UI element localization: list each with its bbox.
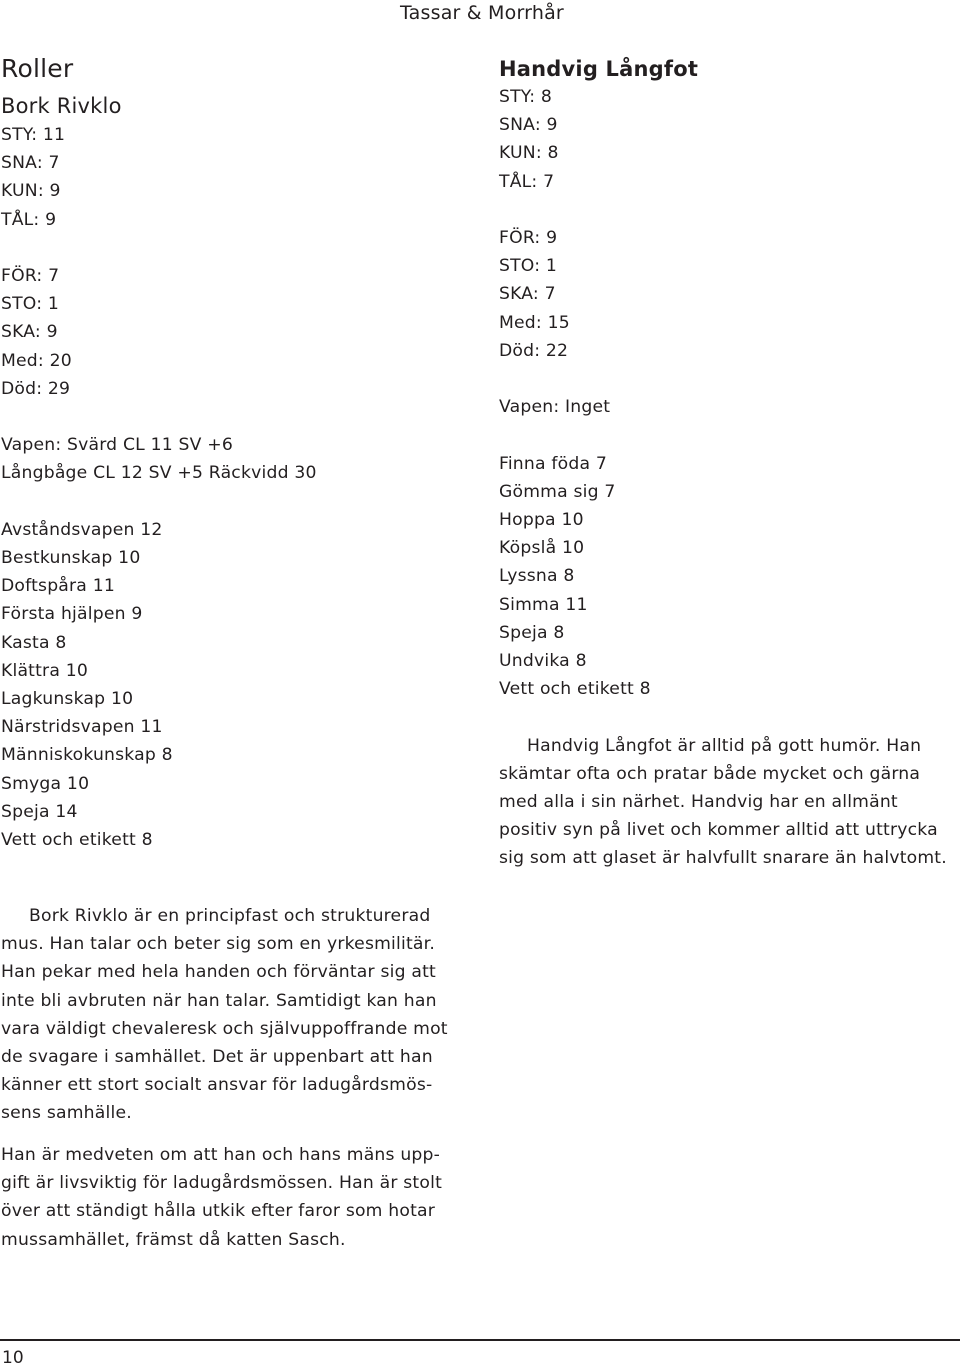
bork-weapon: Långbåge CL 12 SV +5 Räckvidd 30	[1, 463, 317, 484]
bork-skill: Doftspåra 11	[1, 576, 115, 597]
handvig-stat-ska: SKA: 7	[499, 284, 556, 305]
bork-column	[1, 52, 471, 854]
bork-description-line: Han pekar med hela handen och förväntar sig att	[1, 962, 436, 983]
bork-skill: Närstridsvapen 11	[1, 717, 163, 738]
bork-weapon: Vapen: Svärd CL 11 SV +6	[1, 435, 233, 456]
handvig-description-line: positiv syn på livet och kommer alltid att uttrycka	[499, 820, 938, 841]
handvig-stat-sto: STO: 1	[499, 256, 558, 277]
section-title: Roller	[1, 54, 74, 83]
bork-stat-kun: KUN: 9	[1, 181, 61, 202]
bork-description-line: över att ständigt hålla utkik efter faror som hotar	[1, 1201, 436, 1222]
handvig-description-line: med alla i sin närhet. Handvig har en allmänt	[499, 792, 898, 813]
handvig-stat-tal: TÅL: 7	[499, 171, 555, 192]
handvig-description-line: Handvig Långfot är alltid på gott humör. Han	[527, 735, 922, 756]
spacer	[499, 196, 959, 224]
spacer	[499, 703, 959, 731]
bork-description-line: sens samhälle.	[1, 1103, 132, 1124]
handvig-stat-med: Med: 15	[499, 312, 570, 333]
bork-stat-sto: STO: 1	[1, 294, 60, 315]
handvig-description	[499, 732, 959, 873]
handvig-skill: Simma 11	[499, 594, 588, 615]
handvig-skill: Undvika 8	[499, 651, 587, 672]
bork-description-line: Bork Rivklo är en principfast och strukturerad	[29, 906, 431, 926]
handvig-stat-for: FÖR: 9	[499, 228, 558, 248]
handvig-weapon: Vapen: Inget	[499, 397, 611, 418]
handvig-skill: Gömma sig 7	[499, 481, 616, 502]
handvig-stat-dod: Död: 22	[499, 340, 569, 361]
handvig-skill: Lyssna 8	[499, 566, 575, 587]
bork-skill: Lagkunskap 10	[1, 689, 134, 710]
handvig-skill: Vett och etikett 8	[499, 679, 651, 700]
bork-skill: Vett och etikett 8	[1, 830, 153, 851]
bork-stat-for: FÖR: 7	[1, 266, 60, 286]
bork-description-second	[1, 1141, 471, 1254]
bork-description-line: de svagare i samhället. Det är uppenbart att han	[1, 1047, 433, 1068]
character-name-handvig: Handvig Långfot	[499, 57, 699, 81]
handvig-stat-sty: STY: 8	[499, 87, 553, 107]
handvig-skill: Köpslå 10	[499, 538, 585, 559]
bork-skill: Avståndsvapen 12	[1, 519, 163, 540]
handvig-description-line: sig som att glaset är halvfullt snarare än halvtomt.	[499, 848, 947, 869]
character-name-bork: Bork Rivklo	[1, 94, 122, 118]
spacer	[1, 234, 471, 262]
bork-description	[1, 902, 471, 1128]
handvig-stat-kun: KUN: 8	[499, 143, 559, 164]
bork-stat-ska: SKA: 9	[1, 322, 58, 343]
bork-stat-dod: Död: 29	[1, 378, 71, 399]
bork-skill: Första hjälpen 9	[1, 604, 143, 625]
running-header: Tassar & Morrhår	[400, 2, 564, 24]
bork-stat-sty: STY: 11	[1, 125, 66, 145]
bork-description-line: inte bli avbruten när han talar. Samtidigt kan han	[1, 990, 437, 1011]
bork-description-line: vara väldigt chevaleresk och självuppoffrande mot	[1, 1018, 448, 1039]
footer-rule	[0, 1339, 960, 1341]
handvig-skill: Hoppa 10	[499, 510, 584, 530]
bork-description-line: gift är livsviktig för ladugårdsmössen. Han är stolt	[1, 1173, 443, 1194]
bork-description-line: Han är medveten om att han och hans mäns upp-	[1, 1145, 441, 1165]
bork-skill: Bestkunskap 10	[1, 548, 141, 568]
spacer	[1, 403, 471, 431]
bork-skill: Smyga 10	[1, 773, 90, 794]
bork-stat-med: Med: 20	[1, 350, 72, 371]
handvig-skill: Finna föda 7	[499, 453, 607, 474]
bork-skill: Kasta 8	[1, 632, 67, 653]
bork-description-line: känner ett stort socialt ansvar för ladugårdsmös-	[1, 1075, 433, 1096]
handvig-skill: Speja 8	[499, 622, 565, 643]
handvig-description-line: skämtar ofta och pratar både mycket och gärna	[499, 763, 921, 784]
spacer	[499, 365, 959, 393]
bork-description-line: mus. Han talar och beter sig som en yrkesmilitär.	[1, 934, 435, 955]
bork-skill: Klättra 10	[1, 660, 88, 681]
bork-skill: Människokunskap 8	[1, 745, 173, 766]
spacer	[499, 421, 959, 449]
bork-stat-tal: TÅL: 9	[1, 209, 57, 230]
page-number: 10	[2, 1348, 24, 1368]
handvig-column	[499, 54, 959, 873]
spacer	[1, 488, 471, 516]
bork-stat-sna: SNA: 7	[1, 153, 60, 174]
bork-description-line: mussamhället, främst då katten Sasch.	[1, 1229, 346, 1250]
handvig-stat-sna: SNA: 9	[499, 115, 558, 136]
bork-skill: Speja 14	[1, 801, 78, 822]
